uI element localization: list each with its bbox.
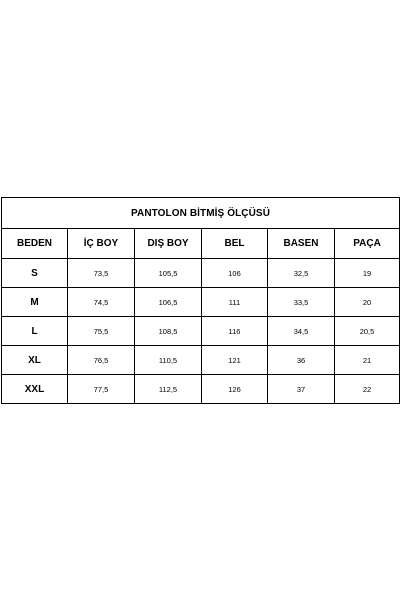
header-dis-boy: DIŞ BOY bbox=[135, 229, 202, 259]
size-label: XXL bbox=[2, 375, 68, 404]
table-row bbox=[2, 346, 400, 375]
table-cell: 33,5 bbox=[268, 288, 335, 317]
table-cell: 110,5 bbox=[135, 346, 202, 375]
table-cell: 32,5 bbox=[268, 259, 335, 288]
header-bel: BEL bbox=[202, 229, 268, 259]
table-cell: 74,5 bbox=[68, 288, 135, 317]
table-cell: 111 bbox=[202, 288, 268, 317]
size-label: S bbox=[2, 259, 68, 288]
header-ic-boy: İÇ BOY bbox=[68, 229, 135, 259]
table-title: PANTOLON BİTMİŞ ÖLÇÜSÜ bbox=[2, 198, 400, 229]
table-cell: 22 bbox=[335, 375, 400, 404]
table-cell: 20 bbox=[335, 288, 400, 317]
table-cell: 77,5 bbox=[68, 375, 135, 404]
table-row bbox=[2, 288, 400, 317]
table-cell: 105,5 bbox=[135, 259, 202, 288]
table-cell: 19 bbox=[335, 259, 400, 288]
size-label: L bbox=[2, 317, 68, 346]
table-cell: 126 bbox=[202, 375, 268, 404]
table-cell: 34,5 bbox=[268, 317, 335, 346]
table-cell: 75,5 bbox=[68, 317, 135, 346]
table-cell: 106 bbox=[202, 259, 268, 288]
size-chart-table bbox=[1, 197, 400, 404]
header-basen: BASEN bbox=[268, 229, 335, 259]
table-cell: 112,5 bbox=[135, 375, 202, 404]
table-cell: 121 bbox=[202, 346, 268, 375]
table-cell: 116 bbox=[202, 317, 268, 346]
table-cell: 76,5 bbox=[68, 346, 135, 375]
table-cell: 73,5 bbox=[68, 259, 135, 288]
table-cell: 37 bbox=[268, 375, 335, 404]
header-beden: BEDEN bbox=[2, 229, 68, 259]
table-cell: 20,5 bbox=[335, 317, 400, 346]
table-cell: 106,5 bbox=[135, 288, 202, 317]
table-row bbox=[2, 317, 400, 346]
table-row bbox=[2, 259, 400, 288]
title-row bbox=[2, 198, 400, 229]
size-label: M bbox=[2, 288, 68, 317]
size-label: XL bbox=[2, 346, 68, 375]
table-cell: 108,5 bbox=[135, 317, 202, 346]
table-cell: 36 bbox=[268, 346, 335, 375]
table-row bbox=[2, 375, 400, 404]
header-paca: PAÇA bbox=[335, 229, 400, 259]
header-row bbox=[2, 229, 400, 259]
table-cell: 21 bbox=[335, 346, 400, 375]
